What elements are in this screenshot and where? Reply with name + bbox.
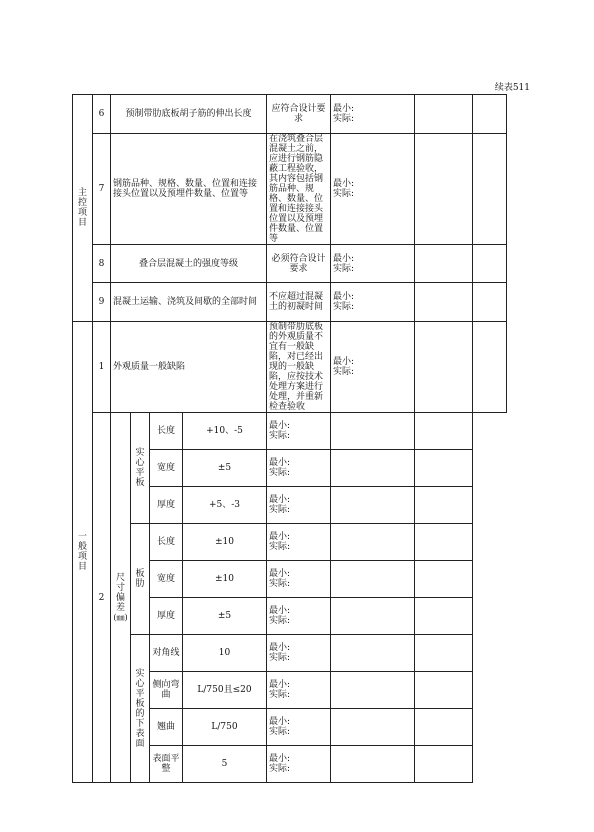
- measure-label: 宽度: [150, 450, 183, 487]
- measure-label: 翘曲: [150, 709, 183, 746]
- vertical-char: 肋: [135, 579, 145, 589]
- remark-cell[interactable]: [415, 709, 473, 746]
- actual-label: 实际:: [269, 616, 291, 626]
- remark-cell[interactable]: [415, 561, 473, 598]
- result-cell[interactable]: [331, 709, 415, 746]
- actual-label: 实际:: [269, 542, 291, 552]
- measure-label: 长度: [150, 413, 183, 450]
- vertical-char: 主: [77, 188, 87, 198]
- vertical-char: 平: [135, 688, 145, 699]
- item-requirement: 应符合设计要求: [267, 95, 331, 134]
- measure-label: 长度: [150, 524, 183, 561]
- result-cell[interactable]: [415, 134, 473, 245]
- remark-cell[interactable]: [473, 245, 507, 283]
- table-row: [73, 413, 507, 450]
- result-cell[interactable]: [331, 635, 415, 672]
- remark-cell[interactable]: [415, 672, 473, 709]
- min-label: 最小:: [269, 643, 291, 653]
- actual-label: 实际:: [333, 114, 355, 124]
- dimension-deviation-group: [111, 413, 131, 783]
- min-label: 最小:: [269, 680, 291, 690]
- min-label: 最小:: [269, 458, 291, 468]
- vertical-char: 项: [77, 552, 87, 562]
- item-no: 8: [93, 245, 111, 283]
- vertical-char: 平: [135, 468, 145, 478]
- remark-cell[interactable]: [415, 746, 473, 783]
- min-actual-cell: [331, 134, 415, 245]
- unit-label: (㎜): [113, 612, 128, 622]
- min-actual-cell: [267, 672, 331, 709]
- item-name: 外观质量一般缺陷: [111, 322, 267, 413]
- vertical-char: 实: [135, 448, 145, 458]
- measure-label: 厚度: [150, 598, 183, 635]
- min-label: 最小:: [269, 754, 291, 764]
- remark-cell[interactable]: [415, 524, 473, 561]
- subgroup-name: [131, 524, 150, 635]
- item-no: 2: [93, 413, 111, 783]
- section-main: [73, 95, 93, 322]
- inspection-table: [72, 94, 507, 783]
- vertical-char: 板: [135, 569, 145, 579]
- item-requirement: 预制带肋底板的外观质量不宜有一般缺陷，对已经出现的一般缺陷，应按技术处理方案进行处理，并重新检查验收: [267, 322, 331, 413]
- table-row: [73, 95, 507, 134]
- table-row: [73, 322, 507, 413]
- tolerance-value: L/750: [183, 709, 267, 746]
- vertical-char: 下: [135, 718, 145, 729]
- result-cell[interactable]: [331, 524, 415, 561]
- vertical-char: 般: [77, 542, 87, 552]
- vertical-char: 寸: [115, 582, 125, 593]
- actual-label: 实际:: [333, 302, 355, 312]
- result-cell[interactable]: [415, 283, 473, 322]
- min-actual-cell: [267, 487, 331, 524]
- tolerance-value: ±5: [183, 450, 267, 487]
- tolerance-value: +5、-3: [183, 487, 267, 524]
- result-cell[interactable]: [331, 672, 415, 709]
- actual-label: 实际:: [333, 367, 355, 377]
- item-name: 混凝土运输、浇筑及间歇的全部时间: [111, 283, 267, 322]
- min-actual-cell: [267, 561, 331, 598]
- actual-label: 实际:: [269, 468, 291, 478]
- table-row: [73, 635, 507, 672]
- result-cell[interactable]: [415, 322, 473, 413]
- min-label: 最小:: [269, 717, 291, 727]
- measure-label: 对角线: [150, 635, 183, 672]
- result-cell[interactable]: [415, 245, 473, 283]
- table-row: [73, 134, 507, 245]
- vertical-char: 一: [77, 532, 87, 542]
- min-actual-cell: [331, 245, 415, 283]
- measure-label: 表面平整: [150, 746, 183, 783]
- result-cell[interactable]: [331, 450, 415, 487]
- actual-label: 实际:: [269, 690, 291, 700]
- min-label: 最小:: [333, 253, 355, 264]
- tolerance-value: ±10: [183, 524, 267, 561]
- result-cell[interactable]: [331, 413, 415, 450]
- min-actual-cell: [267, 709, 331, 746]
- item-no: 6: [93, 95, 111, 134]
- table-row: [73, 283, 507, 322]
- remark-cell[interactable]: [415, 635, 473, 672]
- actual-label: 实际:: [269, 653, 291, 663]
- min-actual-cell: [331, 283, 415, 322]
- actual-label: 实际:: [269, 579, 291, 589]
- result-cell[interactable]: [331, 561, 415, 598]
- item-no: 1: [93, 322, 111, 413]
- measure-label: 宽度: [150, 561, 183, 598]
- vertical-char: 的: [135, 708, 145, 719]
- vertical-char: 目: [77, 562, 87, 572]
- min-label: 最小:: [269, 532, 291, 542]
- result-cell[interactable]: [415, 95, 473, 134]
- tolerance-value: 10: [183, 635, 267, 672]
- min-label: 最小:: [269, 569, 291, 579]
- min-label: 最小:: [333, 357, 355, 367]
- table-row: [73, 245, 507, 283]
- subgroup-name: [131, 635, 150, 783]
- result-cell[interactable]: [331, 487, 415, 524]
- min-label: 最小:: [333, 104, 355, 114]
- item-name: 叠合层混凝土的强度等级: [111, 245, 267, 283]
- min-actual-cell: [267, 450, 331, 487]
- vertical-char: 板: [135, 698, 145, 709]
- vertical-char: 面: [135, 738, 145, 749]
- remark-cell[interactable]: [473, 95, 507, 134]
- item-requirement: 不应超过混凝土的初凝时间: [267, 283, 331, 322]
- item-name: 钢筋品种、规格、数量、位置和连接接头位置以及预埋件数量、位置等: [111, 134, 267, 245]
- min-actual-cell: [267, 524, 331, 561]
- min-actual-cell: [267, 413, 331, 450]
- min-actual-cell: [267, 598, 331, 635]
- actual-label: 实际:: [333, 189, 355, 199]
- vertical-char: 项: [77, 208, 87, 218]
- min-label: 最小:: [269, 495, 291, 505]
- actual-label: 实际:: [269, 505, 291, 515]
- min-label: 最小:: [269, 421, 291, 431]
- item-requirement: 必须符合设计要求: [267, 245, 331, 283]
- continuation-label: 续表511: [494, 83, 530, 93]
- min-actual-cell: [267, 635, 331, 672]
- vertical-char: 心: [135, 458, 145, 468]
- remark-cell[interactable]: [415, 487, 473, 524]
- remark-cell[interactable]: [473, 134, 507, 245]
- min-actual-cell: [331, 322, 415, 413]
- measure-label: 侧向弯曲: [150, 672, 183, 709]
- vertical-char: 板: [135, 478, 145, 488]
- tolerance-value: +10、-5: [183, 413, 267, 450]
- item-requirement: 在浇筑叠合层混凝土之前，应进行钢筋隐蔽工程验收，其内容包括钢筋品种、规格、数量、位置和连接接头位置以及预埋件数量、位置等: [267, 134, 331, 245]
- vertical-char: 偏: [115, 592, 125, 603]
- tolerance-value: L/750且≤20: [183, 672, 267, 709]
- vertical-char: 尺: [115, 572, 125, 583]
- actual-label: 实际:: [269, 727, 291, 737]
- remark-cell[interactable]: [415, 598, 473, 635]
- vertical-char: 表: [135, 728, 145, 739]
- vertical-char: 目: [77, 218, 87, 228]
- min-label: 最小:: [333, 292, 355, 302]
- min-label: 最小:: [269, 606, 291, 616]
- vertical-char: 控: [77, 198, 87, 208]
- item-name: 预制带肋底板胡子筋的伸出长度: [111, 95, 267, 134]
- remark-cell[interactable]: [415, 450, 473, 487]
- result-cell[interactable]: [331, 598, 415, 635]
- tolerance-value: ±5: [183, 598, 267, 635]
- section-general: [73, 322, 93, 783]
- remark-cell[interactable]: [473, 283, 507, 322]
- min-label: 最小:: [333, 179, 355, 189]
- remark-cell[interactable]: [415, 413, 473, 450]
- subgroup-name: [131, 413, 150, 524]
- remark-cell[interactable]: [473, 322, 507, 413]
- min-actual-cell: [267, 746, 331, 783]
- item-no: 9: [93, 283, 111, 322]
- actual-label: 实际:: [333, 263, 355, 274]
- measure-label: 厚度: [150, 487, 183, 524]
- actual-label: 实际:: [269, 431, 291, 441]
- vertical-char: 实: [135, 668, 145, 679]
- min-actual-cell: [331, 95, 415, 134]
- tolerance-value: ±10: [183, 561, 267, 598]
- actual-label: 实际:: [269, 764, 291, 774]
- result-cell[interactable]: [331, 746, 415, 783]
- item-no: 7: [93, 134, 111, 245]
- table-row: [73, 524, 507, 561]
- tolerance-value: 5: [183, 746, 267, 783]
- vertical-char: 差: [115, 602, 125, 613]
- vertical-char: 心: [135, 678, 145, 689]
